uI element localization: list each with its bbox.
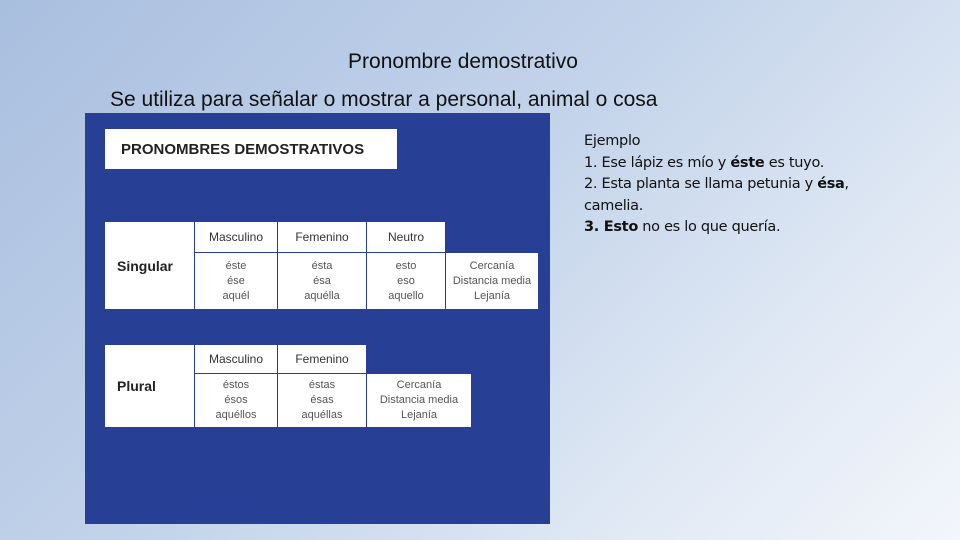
singular-distance-column — [446, 253, 538, 309]
example-line-3: 3. Esto no es lo que quería. — [584, 219, 781, 235]
list-item: Lejanía — [473, 289, 511, 302]
table-heading: PRONOMBRES DEMOSTRATIVOS — [105, 129, 397, 169]
plural-distance-column — [367, 374, 471, 427]
plural-label: Plural — [105, 345, 194, 427]
example-line-1: 1. Ese lápiz es mío y éste es tuyo. — [584, 154, 825, 171]
example-heading: Ejemplo — [584, 133, 641, 149]
singular-header-femenino: Femenino — [278, 222, 366, 252]
plural-masculino-column — [195, 374, 277, 427]
list-item: ésta — [311, 259, 333, 272]
list-item: Cercanía — [396, 379, 442, 391]
list-item: esto — [395, 259, 417, 272]
example-line-2: 2. Esta planta se llama petunia y ésa, camelia. — [584, 176, 849, 214]
list-item: éstas — [308, 379, 336, 391]
list-item: Distancia media — [379, 394, 459, 406]
slide-title: Pronombre demostrativo — [348, 50, 578, 73]
example-text-block — [584, 131, 874, 239]
demonstrative-pronouns-table-image — [85, 113, 550, 524]
list-item: eso — [397, 274, 415, 287]
list-item: aquéllas — [301, 409, 343, 421]
singular-label: Singular — [105, 222, 194, 309]
list-item: Cercanía — [469, 259, 515, 272]
singular-neutro-column — [367, 253, 445, 309]
singular-header-masculino: Masculino — [195, 222, 277, 252]
list-item: ésa — [313, 274, 331, 287]
list-item: Distancia media — [452, 274, 532, 287]
list-item: aquéllos — [215, 409, 257, 421]
list-item: aquél — [222, 289, 250, 302]
singular-masculino-column — [195, 253, 277, 309]
plural-header-masculino: Masculino — [195, 345, 277, 373]
plural-header-femenino: Femenino — [278, 345, 366, 373]
list-item: ése — [227, 274, 245, 287]
list-item: éstos — [222, 379, 250, 391]
singular-header-neutro: Neutro — [367, 222, 445, 252]
slide-subtitle: Se utiliza para señalar o mostrar a personal, animal o cosa — [110, 88, 658, 111]
list-item: Lejanía — [400, 409, 438, 421]
list-item: ésos — [224, 394, 248, 406]
plural-femenino-column — [278, 374, 366, 427]
list-item: éste — [225, 259, 247, 272]
list-item: ésas — [310, 394, 334, 406]
list-item: aquélla — [304, 289, 340, 302]
list-item: aquello — [388, 289, 424, 302]
singular-femenino-column — [278, 253, 366, 309]
